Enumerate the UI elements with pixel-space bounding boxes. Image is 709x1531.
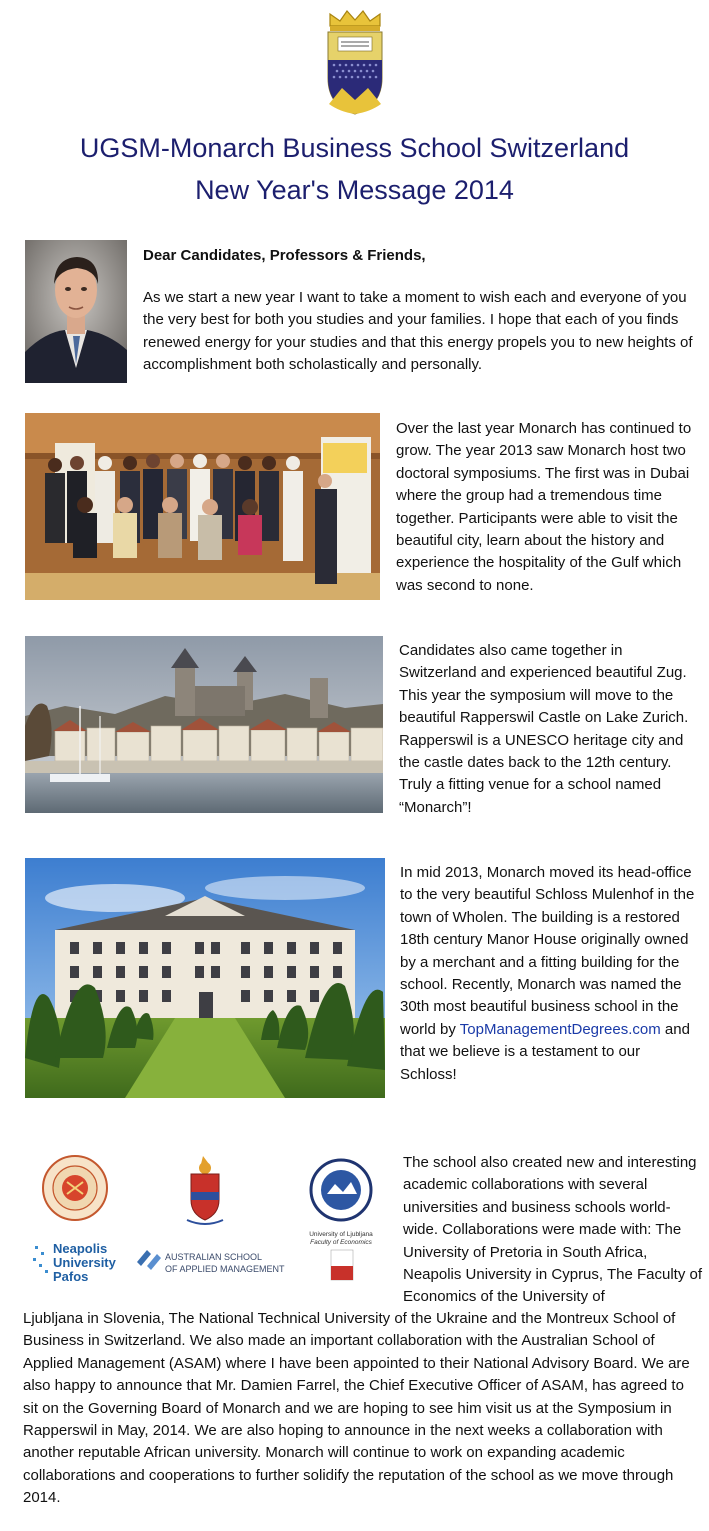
greeting-text: Dear Candidates, Professors & Friends,: [143, 247, 426, 264]
schloss-text-start: In mid 2013, Monarch moved its head-office to the very beautiful Schloss Mulenhof in the town of Wholen. The building is a restored 18th century Manor House originally owned by a merchant and a fitting building for the school. Recently, Monarch was named the 30th most beautiful business school in the world by: [400, 864, 695, 1038]
montreux-school-seal-icon: [311, 1160, 371, 1220]
monarch-crest-logo: [320, 8, 390, 116]
rapperswil-paragraph: Candidates also came together in Switzerland and experienced beautiful Zug. This year the symposium will move to the beautiful Rapperswil Castle on Lake Zurich. Rapperswil is a UNESCO heritage city and the castle dates back to the 12th century. Truly a fitting venue for a school named “Monarch”!: [399, 642, 689, 816]
ukraine-university-seal-icon: [43, 1156, 107, 1220]
intro-paragraph: As we start a new year I want to take a moment to wish each and everyone of you the very best for both you studies and your families. I hope that each of you finds renewed energy for your studies and that this energy propels you to new heights of accomplishment both scholastically and personally.: [143, 289, 693, 374]
asam-logo-line1: AUSTRALIAN SCHOOL: [165, 1252, 263, 1262]
symposium-dubai-paragraph: Over the last year Monarch has continued to grow. The year 2013 saw Monarch host two doctoral symposiums. The first was in Dubai where the group had a tremendous time together. Participants were able to visit the beautiful city, learn about the history and experience the hospitality of the Gulf which was second to none.: [396, 420, 692, 594]
neapolis-logo-line1: Neapolis: [53, 1241, 108, 1256]
schloss-mulenhof-photo: [25, 858, 385, 1098]
neapolis-logo-line2: University: [53, 1255, 116, 1270]
partner-logos: [23, 1148, 395, 1300]
page-title: UGSM-Monarch Business School Switzerland: [79, 133, 630, 163]
schloss-paragraph: [400, 862, 696, 1086]
schloss-text-end: and that we believe is a testament to our Schloss!: [400, 1020, 690, 1083]
topmanagementdegrees-link[interactable]: TopManagementDegrees.com: [459, 1020, 661, 1038]
asam-logo-line2: OF APPLIED MANAGEMENT: [165, 1264, 285, 1274]
page-subtitle: New Year's Message 2014: [195, 175, 514, 205]
collaborations-paragraph-part1: The school also created new and interesting academic collaborations with several universities and business schools world-wide. Collaborations were made with: The University of Pretoria in South Africa, Neapolis University in Cyprus, The Faculty of Economics of the University of: [403, 1154, 703, 1306]
president-portrait-photo: [25, 240, 127, 383]
doctoral-symposium-group-photo: [25, 413, 380, 600]
collaborations-paragraph-part2: Ljubljana in Slovenia, The National Technical University of the Ukraine and the Montreux School of Business in Switzerland. We also made an important collaboration with the Australian School of Applied Management (ASAM) where I have been appointed to their National Advisory Board. We are also happy to announce that Mr. Damien Farrel, the Chief Executive Officer of ASAM, has agreed to sit on the Governing Board of Monarch and we are hoping to see him visit us at the Symposium in Rapperswil in May, 2014. We are also hoping to announce in the next weeks a collaboration with another reputable African university. Monarch will continue to work on expanding academic collaborations and cooperations to further solidify the reputation of the school as we move through 2014.: [23, 1310, 690, 1507]
ljubljana-logo-line1: University of Ljubljana: [309, 1231, 373, 1238]
pretoria-university-crest-icon: [187, 1156, 223, 1224]
rapperswil-castle-photo: [25, 636, 383, 813]
ljubljana-logo-line2: Faculty of Economics: [310, 1239, 372, 1246]
neapolis-dots-icon: [33, 1246, 48, 1273]
asam-logo-icon: [137, 1250, 161, 1270]
neapolis-logo-line3: Pafos: [53, 1269, 89, 1284]
